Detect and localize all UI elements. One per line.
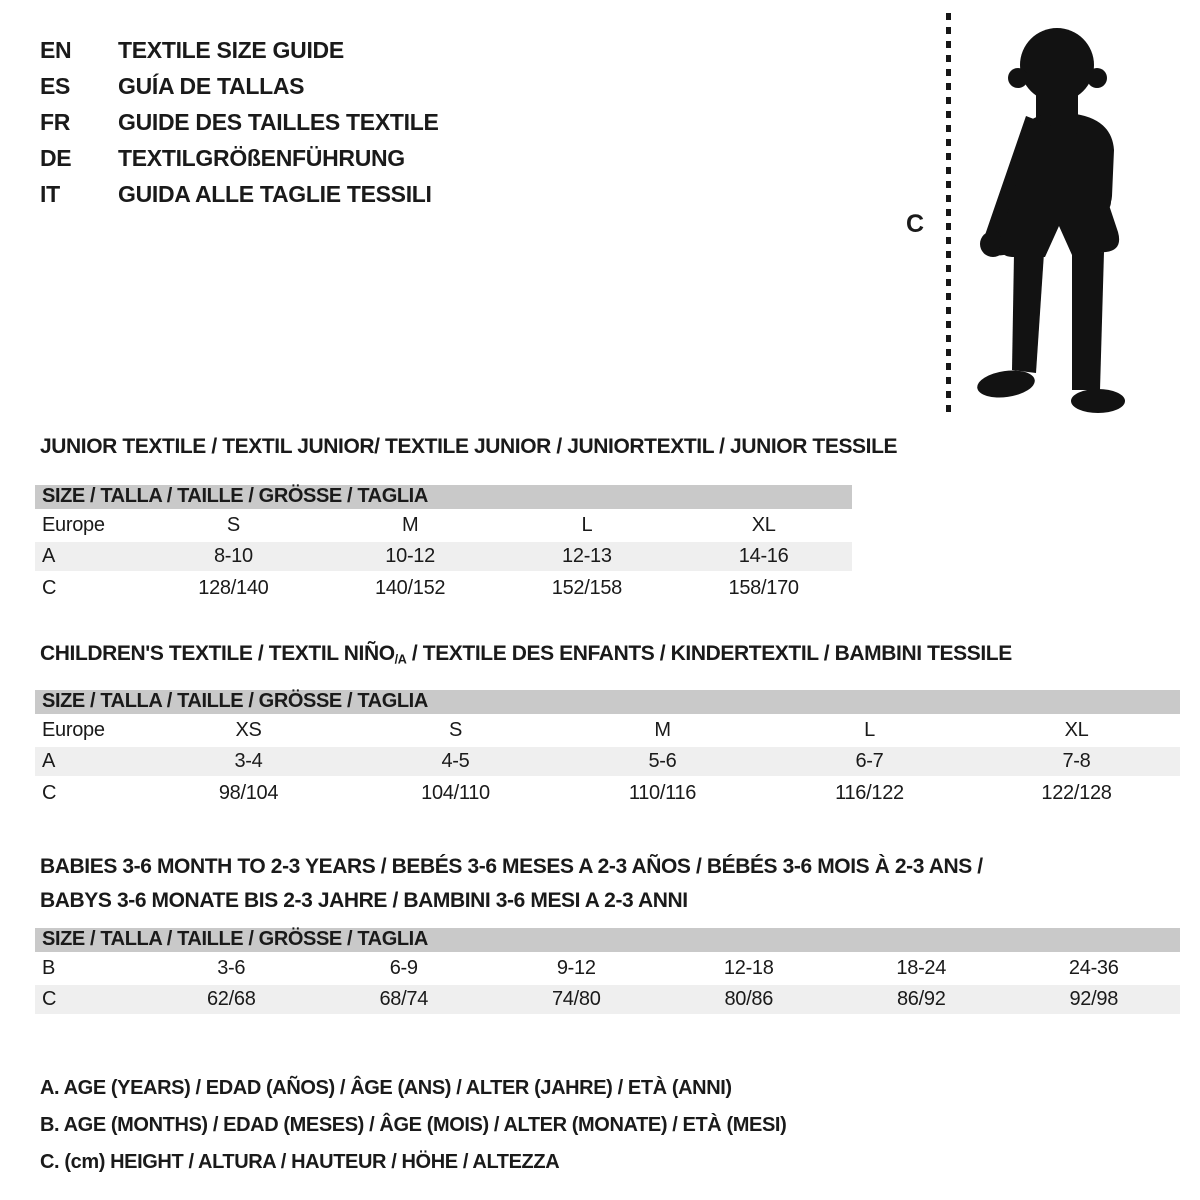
size-cell: S bbox=[226, 514, 240, 537]
size-cell: 12-13 bbox=[499, 541, 676, 572]
language-title-list bbox=[40, 32, 439, 212]
row-label: A bbox=[35, 746, 145, 777]
size-cell: 80/86 bbox=[663, 984, 836, 1015]
size-cell: 74/80 bbox=[490, 984, 663, 1015]
size-cell: 4-5 bbox=[352, 746, 559, 777]
language-guide-title: GUÍA DE TALLAS bbox=[118, 73, 305, 99]
size-cell: 122/128 bbox=[1041, 781, 1112, 804]
row-label: Europe bbox=[42, 514, 105, 537]
size-cell: 7-8 bbox=[973, 746, 1180, 777]
size-cell: 86/92 bbox=[835, 984, 1008, 1015]
table-row-height-cm bbox=[35, 984, 1180, 1015]
language-code: EN bbox=[40, 37, 72, 63]
size-header-cell: SIZE / TALLA / TAILLE / GRÖSSE / TAGLIA bbox=[35, 690, 1180, 715]
table-row-age-months bbox=[35, 953, 1180, 984]
size-cell: XL bbox=[751, 514, 776, 537]
table-row-europe bbox=[35, 715, 1180, 746]
junior-section-title: JUNIOR TEXTILE / TEXTIL JUNIOR/ TEXTILE JUNIOR / JUNIORTEXTIL / JUNIOR TESSILE bbox=[40, 435, 898, 458]
measure-legend bbox=[40, 1070, 786, 1181]
language-guide-title: GUIDA ALLE TAGLIE TESSILI bbox=[118, 181, 432, 207]
children-title-subscript: /A bbox=[394, 652, 407, 667]
height-measure-label: C bbox=[906, 210, 925, 238]
size-cell: 128/140 bbox=[198, 576, 269, 599]
junior-size-table bbox=[35, 485, 852, 603]
row-label: Europe bbox=[42, 719, 105, 742]
row-label: B bbox=[42, 957, 56, 980]
language-code: FR bbox=[40, 109, 71, 135]
language-row bbox=[40, 32, 439, 68]
babies-size-table bbox=[35, 928, 1180, 1016]
size-cell: 5-6 bbox=[559, 746, 766, 777]
table-header-row bbox=[35, 485, 852, 510]
size-cell: 116/122 bbox=[835, 781, 904, 804]
size-cell: 110/116 bbox=[628, 781, 697, 804]
size-header-cell: SIZE / TALLA / TAILLE / GRÖSSE / TAGLIA bbox=[35, 485, 852, 510]
size-cell: 68/74 bbox=[318, 984, 491, 1015]
size-cell: XS bbox=[235, 719, 262, 742]
size-cell: 12-18 bbox=[723, 957, 774, 980]
language-guide-title: TEXTILE SIZE GUIDE bbox=[118, 37, 344, 63]
size-cell: M bbox=[654, 719, 671, 742]
size-cell: 6-9 bbox=[389, 957, 418, 980]
language-row bbox=[40, 176, 439, 212]
table-header-row bbox=[35, 928, 1180, 953]
children-size-table bbox=[35, 690, 1180, 808]
size-cell: 140/152 bbox=[375, 576, 446, 599]
size-cell: 104/110 bbox=[421, 781, 490, 804]
size-cell: 10-12 bbox=[322, 541, 499, 572]
language-row bbox=[40, 104, 439, 140]
size-cell: 158/170 bbox=[728, 576, 799, 599]
babies-section-title bbox=[40, 850, 983, 918]
size-cell: 98/104 bbox=[218, 781, 279, 804]
size-cell: 152/158 bbox=[551, 576, 622, 599]
size-cell: 3-6 bbox=[217, 957, 246, 980]
row-label: C bbox=[42, 576, 57, 599]
table-row-europe bbox=[35, 510, 852, 541]
legend-line-age-months: B. AGE (MONTHS) / EDAD (MESES) / ÂGE (MOIS) / ALTER (MONATE) / ETÀ (MESI) bbox=[40, 1114, 787, 1136]
row-label: C bbox=[35, 984, 145, 1015]
table-row-age-years bbox=[35, 541, 852, 572]
language-code: ES bbox=[40, 73, 71, 99]
size-cell: 8-10 bbox=[145, 541, 322, 572]
height-measure-figure bbox=[900, 10, 1160, 425]
table-row-height-cm bbox=[35, 777, 1180, 808]
language-code: DE bbox=[40, 145, 72, 171]
language-guide-title: TEXTILGRÖßENFÜHRUNG bbox=[118, 145, 405, 171]
size-cell: 14-16 bbox=[675, 541, 852, 572]
size-cell: 24-36 bbox=[1068, 957, 1119, 980]
children-section-title bbox=[40, 642, 1012, 667]
size-header-cell: SIZE / TALLA / TAILLE / GRÖSSE / TAGLIA bbox=[35, 928, 1180, 953]
language-row bbox=[40, 68, 439, 104]
size-cell: 92/98 bbox=[1008, 984, 1181, 1015]
children-title-main: CHILDREN'S TEXTILE / TEXTIL NIÑO bbox=[40, 642, 395, 665]
row-label: A bbox=[35, 541, 145, 572]
size-cell: 9-12 bbox=[556, 957, 596, 980]
size-cell: L bbox=[581, 514, 593, 537]
table-header-row bbox=[35, 690, 1180, 715]
table-row-height-cm bbox=[35, 572, 852, 603]
legend-line-age-years: A. AGE (YEARS) / EDAD (AÑOS) / ÂGE (ANS) / ALTER (JAHRE) / ETÀ (ANNI) bbox=[40, 1077, 732, 1099]
size-cell: 62/68 bbox=[145, 984, 318, 1015]
size-cell: 3-4 bbox=[145, 746, 352, 777]
legend-line-height-cm: C. (cm) HEIGHT / ALTURA / HAUTEUR / HÖHE / ALTEZZA bbox=[40, 1151, 560, 1173]
language-code: IT bbox=[40, 181, 60, 207]
size-cell: M bbox=[401, 514, 419, 537]
babies-title-line2: BABYS 3-6 MONATE BIS 2-3 JAHRE / BAMBINI 3-6 MESI A 2-3 ANNI bbox=[40, 889, 688, 912]
size-cell: 6-7 bbox=[766, 746, 973, 777]
language-guide-title: GUIDE DES TAILLES TEXTILE bbox=[118, 109, 439, 135]
children-title-rest: / TEXTILE DES ENFANTS / KINDERTEXTIL / BAMBINI TESSILE bbox=[406, 642, 1012, 665]
toddler-silhouette-icon bbox=[960, 18, 1140, 418]
size-cell: L bbox=[864, 719, 875, 742]
table-row-age-years bbox=[35, 746, 1180, 777]
size-cell: S bbox=[448, 719, 463, 742]
height-measure-dashed-line bbox=[946, 13, 951, 417]
language-row bbox=[40, 140, 439, 176]
babies-title-line1: BABIES 3-6 MONTH TO 2-3 YEARS / BEBÉS 3-6 MESES A 2-3 AÑOS / BÉBÉS 3-6 MOIS À 2-3 ANS / bbox=[40, 855, 983, 878]
size-cell: XL bbox=[1064, 719, 1089, 742]
size-cell: 18-24 bbox=[896, 957, 947, 980]
row-label: C bbox=[42, 781, 57, 804]
